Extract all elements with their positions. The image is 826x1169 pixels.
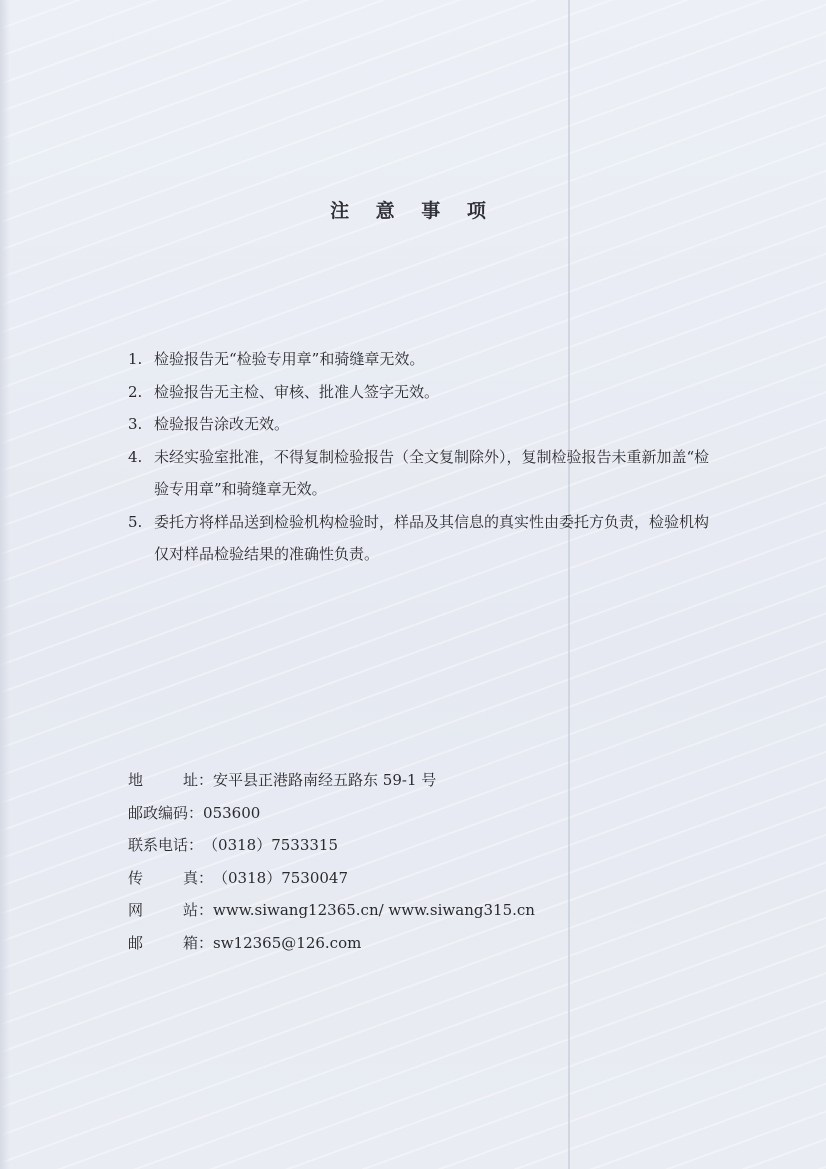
contact-label: [128, 862, 198, 895]
contact-label-char: 邮: [128, 933, 144, 952]
note-text: 检验报告涂改无效。: [154, 415, 290, 433]
note-text: 检验报告无主检、审核、批准人签字无效。: [154, 382, 440, 401]
note-item: [128, 506, 728, 571]
contact-label-char: 地: [128, 771, 144, 789]
contact-label: [128, 764, 198, 797]
address-value: 安平县正港路南经五路东 59-1 号: [213, 771, 437, 789]
phone-value: （0318）7533315: [203, 836, 339, 854]
contact-colon: ：: [198, 901, 214, 919]
note-text: 检验报告无“检验专用章”和骑缝章无效。: [154, 350, 425, 368]
fax-value: （0318）7530047: [213, 868, 348, 887]
contact-label-char: 箱: [182, 933, 198, 952]
website-value: www.siwang12365.cn/ www.siwang315.cn: [213, 901, 535, 919]
note-number: 2.: [128, 382, 143, 401]
contact-website: [128, 894, 628, 927]
contact-colon: ：: [188, 836, 204, 854]
note-text: 未经实验室批准，不得复制检验报告（全文复制除外），复制检验报告未重新加盖“检验专用章”和骑缝章无效。: [154, 447, 710, 498]
note-item: [128, 441, 728, 506]
note-item: [128, 343, 728, 376]
contact-phone: [128, 829, 628, 862]
contact-label-char: 传: [128, 868, 144, 887]
contact-info: [128, 764, 628, 959]
contact-colon: ：: [198, 933, 214, 952]
contact-label-char: 真: [182, 868, 198, 887]
page-title: 注 意 事 项: [330, 200, 496, 222]
contact-label-char: 网: [128, 901, 144, 919]
contact-fax: [128, 862, 628, 895]
note-number: 4.: [128, 447, 143, 466]
page-edge-shadow: [0, 0, 10, 1169]
email-value: sw12365@126.com: [213, 933, 362, 952]
fold-line: [568, 0, 570, 1169]
note-item: [128, 408, 728, 441]
contact-label: [128, 894, 198, 927]
contact-postcode: [128, 797, 628, 830]
contact-label: 联系电话: [128, 836, 189, 854]
postcode-value: 053600: [203, 803, 261, 822]
note-number: 1.: [128, 350, 143, 368]
note-item: [128, 376, 728, 409]
note-text: 委托方将样品送到检验机构检验时，样品及其信息的真实性由委托方负责，检验机构仅对样品检验结果的准确性负责。: [154, 512, 710, 563]
note-number: 3.: [128, 415, 143, 433]
contact-address: [128, 764, 628, 797]
contact-label-char: 站: [182, 901, 198, 919]
contact-colon: ：: [198, 771, 214, 789]
contact-email: [128, 927, 628, 960]
contact-label-char: 址: [182, 771, 198, 789]
notes-list: [128, 343, 728, 571]
contact-colon: ：: [188, 803, 204, 822]
contact-label: [128, 927, 198, 960]
contact-colon: ：: [198, 868, 214, 887]
contact-label: 邮政编码: [128, 803, 189, 822]
note-number: 5.: [128, 512, 143, 531]
